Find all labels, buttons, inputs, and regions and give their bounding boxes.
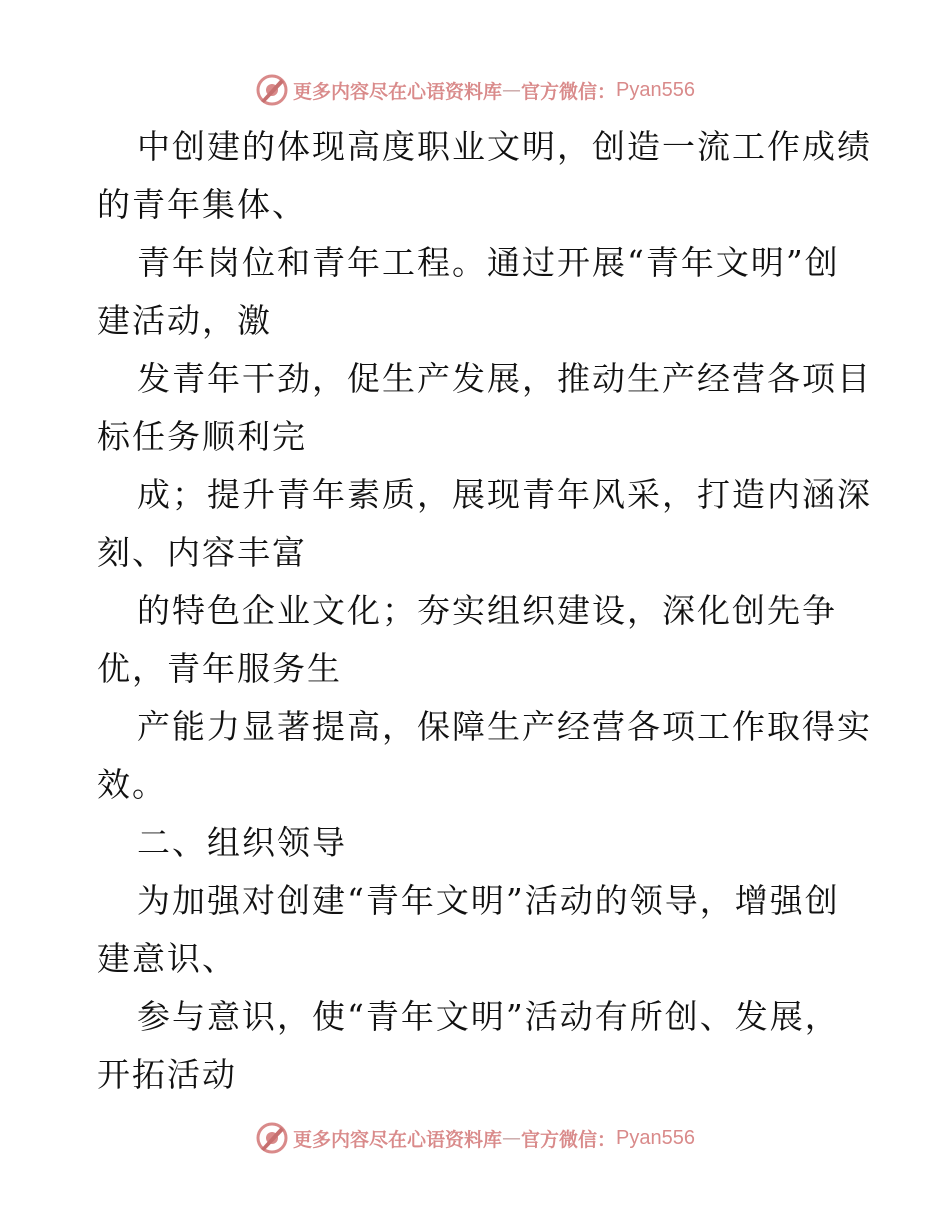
watermark-wechat-id: Pyan556: [616, 78, 695, 101]
footer-watermark: [0, 1118, 950, 1158]
text-line: 效。: [97, 765, 167, 804]
watermark-official-label: 官方微信：: [521, 1128, 617, 1151]
text-line: 产能力显著提高，保障生产经营各项工作取得实: [137, 707, 872, 746]
watermark-site-text: 更多内容尽在心语资料库: [293, 1128, 503, 1151]
text-line: 的特色企业文化；夯实组织建设，深化创先争: [137, 591, 837, 630]
quill-circle-icon: [255, 1121, 289, 1155]
text-line: 二、组织领导: [137, 823, 347, 862]
text-line: 建意识、: [97, 939, 237, 978]
watermark-official-label: 官方微信：: [521, 80, 617, 103]
text-line: 成；提升青年素质，展现青年风采，打造内涵深: [137, 475, 872, 514]
watermark-separator: —: [502, 1127, 522, 1149]
text-line: 的青年集体、: [97, 185, 307, 224]
quill-circle-icon: [255, 73, 289, 107]
watermark-wechat-id: Pyan556: [616, 1126, 695, 1149]
watermark-site-text: 更多内容尽在心语资料库: [293, 80, 503, 103]
text-line: 为加强对创建“青年文明”活动的领导，增强创: [137, 881, 840, 920]
text-line: 建活动，激: [97, 301, 272, 340]
text-line: 参与意识，使“青年文明”活动有所创、发展，: [137, 997, 840, 1036]
text-line: 开拓活动: [97, 1055, 237, 1094]
text-line: 优，青年服务生: [97, 649, 342, 688]
text-line: 标任务顺利完: [97, 417, 307, 456]
text-line: 青年岗位和青年工程。通过开展“青年文明”创: [137, 243, 840, 282]
document-body: [97, 118, 877, 1104]
header-watermark: [0, 70, 950, 110]
text-line: 中创建的体现高度职业文明，创造一流工作成绩: [137, 127, 872, 166]
text-line: 刻、内容丰富: [97, 533, 307, 572]
text-line: 发青年干劲，促生产发展，推动生产经营各项目: [137, 359, 872, 398]
watermark-separator: —: [502, 79, 522, 101]
